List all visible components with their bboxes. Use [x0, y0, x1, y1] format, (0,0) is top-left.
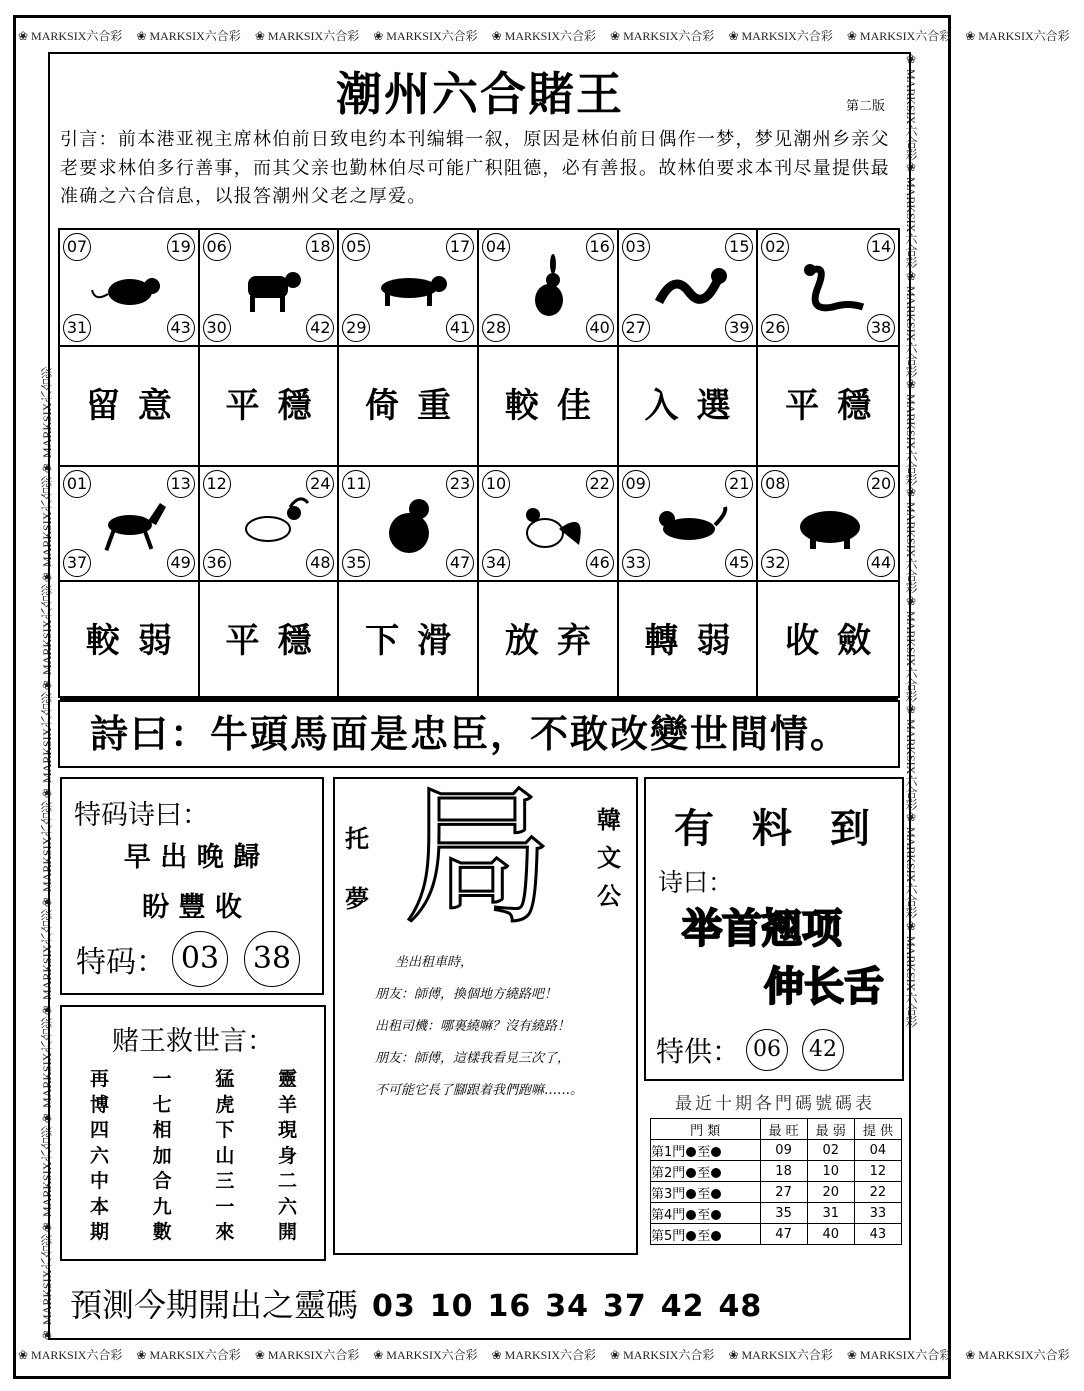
zodiac-cell-monkey [339, 467, 479, 582]
zodiac-number: 06 [203, 233, 231, 261]
zodiac-number: 30 [203, 314, 231, 342]
watermark-text: ❀ MARKSIX六合彩 [254, 1348, 360, 1362]
gate-label: 第2門 [651, 1165, 686, 1181]
zodiac-number: 21 [725, 470, 753, 498]
watermark-text: ❀ MARKSIX六合彩 [728, 1348, 833, 1362]
ox-icon [230, 252, 310, 322]
zodiac-number: 39 [725, 314, 753, 342]
zodiac-status: 平穩 [200, 582, 340, 700]
watermark-text: ❀ MARKSIX六合彩 [904, 377, 918, 486]
zodiac-number: 04 [482, 233, 510, 261]
zodiac-cell-ox [200, 230, 340, 347]
supply-label: 特供： [656, 1035, 741, 1068]
zodiac-number: 31 [63, 314, 91, 342]
dream-left-label: 托夢 [345, 825, 369, 913]
dialogue-line: 出租司機：哪裏繞嘛？沒有繞路！ [375, 1019, 571, 1034]
offer-value: 22 [854, 1182, 901, 1203]
watermark-text: ❀ MARKSIX六合彩 [904, 268, 918, 378]
poem-banner: 詩曰：牛頭馬面是忠臣，不敢改變世間情。 [58, 700, 900, 768]
zodiac-number: 47 [446, 549, 474, 577]
zodiac-number: 29 [342, 314, 370, 342]
watermark-text: ❀ MARKSIX六合彩 [904, 810, 918, 919]
zodiac-number: 33 [622, 549, 650, 577]
offer-value: 43 [854, 1224, 901, 1245]
watermark-text: ❀ MARKSIX六合彩 [136, 1348, 241, 1362]
zodiac-cell-horse [60, 467, 200, 582]
zodiac-number: 27 [622, 314, 650, 342]
saying-char: 本 [90, 1195, 110, 1218]
zodiac-number: 03 [622, 233, 650, 261]
dialogue-line: 朋友：師傅，這樣我看見三次了， [375, 1051, 571, 1066]
min-value: 02 [807, 1140, 854, 1161]
ball-icon [686, 1147, 696, 1157]
zodiac-number: 24 [306, 470, 334, 498]
watermark-text: ❀ MARKSIX六合彩 [136, 29, 241, 43]
horse-icon [90, 489, 170, 559]
zodiac-status: 平穩 [200, 347, 340, 467]
watermark-text: ❀ MARKSIX六合彩 [40, 366, 54, 476]
saying-char: 一 [215, 1195, 235, 1218]
zodiac-number: 19 [167, 233, 195, 261]
max-value: 47 [760, 1224, 807, 1245]
watermark-band-right [904, 52, 934, 1342]
min-value: 10 [807, 1161, 854, 1182]
ball-icon [711, 1231, 721, 1241]
hint-label: 诗曰： [658, 868, 734, 897]
dialogue-line: 坐出租車時， [395, 955, 474, 970]
max-value: 35 [760, 1203, 807, 1224]
dialogue-line: 不可能它長了腳跟着我們跑嘛……。 [375, 1083, 584, 1098]
zodiac-number: 42 [306, 314, 334, 342]
watermark-text: ❀ MARKSIX六合彩 [904, 702, 918, 811]
col-header: 提 供 [854, 1119, 901, 1140]
saying-char: 加 [152, 1144, 172, 1167]
zodiac-cell-rabbit [479, 230, 619, 347]
zodiac-cell-goat [200, 467, 340, 582]
table-title: 最近十期各門碼號碼表 [675, 1094, 875, 1114]
zodiac-cell-rat [60, 230, 200, 347]
watermark-text: ❀ MARKSIX六合彩 [610, 29, 715, 43]
watermark-text: ❀ MARKSIX六合彩 [40, 475, 54, 584]
gate-number-table [650, 1118, 902, 1245]
ball-icon [711, 1189, 721, 1199]
special-poem-line1: 早 出 晚 歸 [123, 842, 261, 873]
saying-char: 七 [152, 1093, 172, 1116]
ball-icon [711, 1168, 721, 1178]
ball-icon [686, 1168, 696, 1178]
watermark-band-bottom [18, 1346, 1070, 1366]
saying-char: 下 [215, 1119, 235, 1141]
watermark-text: ❀ MARKSIX六合彩 [491, 1348, 597, 1362]
table-row [651, 1224, 902, 1245]
zodiac-number: 34 [482, 549, 510, 577]
zodiac-number: 02 [761, 233, 789, 261]
dream-big-character: 局 [403, 771, 554, 945]
saying-char: 一 [152, 1068, 172, 1090]
table-row [651, 1203, 902, 1224]
zodiac-number: 09 [622, 470, 650, 498]
zodiac-cell-tiger [339, 230, 479, 347]
zodiac-number: 38 [867, 314, 895, 342]
snake-icon [788, 252, 868, 322]
zodiac-number: 41 [446, 314, 474, 342]
watermark-text: ❀ MARKSIX六合彩 [40, 691, 54, 801]
watermark-text: ❀ MARKSIX六合彩 [40, 583, 54, 692]
saying-char: 六 [277, 1195, 297, 1218]
gate-label: 第4門 [651, 1207, 686, 1223]
saying-char: 期 [90, 1221, 110, 1243]
prediction-row [70, 1280, 762, 1326]
prediction-number: 34 [545, 1289, 590, 1324]
watermark-text: ❀ MARKSIX六合彩 [40, 1125, 54, 1234]
zodiac-number: 05 [342, 233, 370, 261]
max-value: 09 [760, 1140, 807, 1161]
zodiac-number: 48 [306, 549, 334, 577]
saying-char: 羊 [277, 1093, 297, 1116]
prediction-number: 42 [660, 1289, 705, 1324]
saying-column [215, 1067, 237, 1246]
zodiac-grid [58, 228, 900, 698]
saying-char: 虎 [215, 1093, 235, 1116]
table-row [651, 1161, 902, 1182]
intro-text: 引言：前本港亚视主席林伯前日致电约本刊编辑一叙，原因是林伯前日偶作一梦，梦见潮州乡亲父老要求林伯多行善事，而其父亲也勤林伯尽可能广积阻德，必有善报。故林伯要求本刊尽量提供最准确之六合信息，以报答潮州父老之厚爱。 [60, 129, 890, 207]
ball-icon [711, 1147, 721, 1157]
saying-char: 九 [152, 1195, 172, 1218]
zodiac-number: 45 [725, 549, 753, 577]
zodiac-number: 12 [203, 470, 231, 498]
saying-char: 現 [277, 1119, 297, 1141]
col-header: 最 旺 [760, 1119, 807, 1140]
zodiac-number: 32 [761, 549, 789, 577]
watermark-text: ❀ MARKSIX六合彩 [40, 800, 54, 909]
zodiac-number: 35 [342, 549, 370, 577]
pig-icon [788, 489, 868, 559]
hint-box [644, 777, 904, 1081]
dream-dialogue [375, 951, 583, 1111]
min-value: 31 [807, 1203, 854, 1224]
saying-char: 再 [90, 1068, 110, 1090]
table-row [651, 1140, 902, 1161]
prediction-number: 16 [487, 1289, 532, 1324]
watermark-text: ❀ MARKSIX六合彩 [40, 908, 54, 1017]
watermark-band-top [18, 27, 1070, 47]
saying-columns [90, 1067, 300, 1246]
zodiac-number: 26 [761, 314, 789, 342]
zodiac-number: 17 [446, 233, 474, 261]
zodiac-number: 01 [63, 470, 91, 498]
ball-icon [686, 1231, 696, 1241]
prediction-number: 48 [718, 1289, 763, 1324]
saying-char: 三 [215, 1170, 235, 1192]
watermark-text: ❀ MARKSIX六合彩 [846, 29, 952, 43]
offer-value: 33 [854, 1203, 901, 1224]
zodiac-status: 放弃 [479, 582, 619, 700]
col-header: 門 類 [651, 1119, 761, 1140]
zodiac-cell-pig [758, 467, 898, 582]
ball-icon [711, 1210, 721, 1220]
special-code-label: 特码： [76, 945, 166, 980]
zodiac-number: 13 [167, 470, 195, 498]
saying-char: 靈 [277, 1068, 297, 1090]
watermark-text: ❀ MARKSIX六合彩 [373, 29, 478, 43]
prediction-label: 預測今期開出之靈碼 [70, 1286, 359, 1324]
special-code-row [76, 931, 300, 987]
watermark-text: ❀ MARKSIX六合彩 [18, 1348, 123, 1362]
zodiac-status: 留意 [60, 347, 200, 467]
watermark-text: ❀ MARKSIX六合彩 [846, 1348, 952, 1362]
zodiac-number: 18 [306, 233, 334, 261]
zodiac-number: 40 [586, 314, 614, 342]
zodiac-status: 倚重 [339, 347, 479, 467]
prediction-number: 03 [372, 1289, 416, 1324]
saying-char: 身 [277, 1144, 297, 1167]
special-code-poem-box [60, 777, 324, 995]
zodiac-number: 28 [482, 314, 510, 342]
rooster-icon [509, 489, 589, 559]
zodiac-number: 11 [342, 470, 370, 498]
gate-label: 第1門 [651, 1144, 686, 1160]
zodiac-number: 15 [725, 233, 753, 261]
saying-char: 猛 [215, 1068, 235, 1090]
to-label: 至 [697, 1228, 711, 1244]
saying-char: 四 [90, 1119, 110, 1141]
dream-box [333, 771, 638, 1255]
min-value: 40 [807, 1224, 854, 1245]
to-label: 至 [697, 1144, 711, 1160]
zodiac-number: 14 [867, 233, 895, 261]
watermark-text: ❀ MARKSIX六合彩 [491, 29, 597, 43]
watermark-text: ❀ MARKSIX六合彩 [254, 29, 360, 43]
watermark-text: ❀ MARKSIX六合彩 [40, 1016, 54, 1126]
watermark-text: ❀ MARKSIX六合彩 [904, 160, 918, 269]
to-label: 至 [697, 1186, 711, 1202]
watermark-text: ❀ MARKSIX六合彩 [610, 1348, 715, 1362]
watermark-text: ❀ MARKSIX六合彩 [904, 593, 918, 703]
zodiac-number: 10 [482, 470, 510, 498]
saying-char: 六 [90, 1144, 110, 1167]
to-label: 至 [697, 1207, 711, 1223]
watermark-text: ❀ MARKSIX六合彩 [904, 918, 918, 1028]
zodiac-status: 較弱 [60, 582, 200, 700]
saying-column [278, 1067, 300, 1246]
zodiac-number: 37 [63, 549, 91, 577]
watermark-band-left [24, 52, 54, 1342]
watermark-text: ❀ MARKSIX六合彩 [18, 29, 123, 43]
monkey-icon [369, 489, 449, 559]
zodiac-number: 20 [867, 470, 895, 498]
gambling-king-saying-box [60, 1005, 326, 1261]
special-code-number: 03 [172, 931, 228, 987]
col-header: 最 弱 [807, 1119, 854, 1140]
edition-label: 第二版 [846, 99, 886, 114]
tiger-icon [369, 252, 449, 322]
zodiac-number: 22 [586, 470, 614, 498]
zodiac-number: 23 [446, 470, 474, 498]
special-code-number: 38 [244, 931, 300, 987]
saying-char: 二 [277, 1170, 297, 1192]
zodiac-number: 49 [167, 549, 195, 577]
saying-char: 數 [152, 1221, 172, 1243]
to-label: 至 [697, 1165, 711, 1181]
supply-number: 06 [746, 1029, 788, 1071]
watermark-text: ❀ MARKSIX六合彩 [904, 52, 918, 161]
gate-label: 第5門 [651, 1228, 686, 1244]
hint-heading: 有 料 到 [674, 806, 882, 852]
watermark-text: ❀ MARKSIX六合彩 [965, 29, 1070, 43]
saying-char: 開 [277, 1221, 297, 1243]
special-poem-line2: 盼 豐 收 [142, 892, 242, 923]
hint-line2: 伸长舌 [764, 964, 884, 1010]
watermark-text: ❀ MARKSIX六合彩 [965, 1348, 1070, 1362]
zodiac-cell-rooster [479, 467, 619, 582]
page-title: 潮州六合賭王 [336, 67, 624, 121]
rabbit-icon [509, 252, 589, 322]
zodiac-status: 收斂 [758, 582, 898, 700]
saying-column [90, 1067, 112, 1246]
prediction-number: 10 [429, 1289, 474, 1324]
gate-label: 第3門 [651, 1186, 686, 1202]
zodiac-number: 36 [203, 549, 231, 577]
zodiac-status: 入選 [619, 347, 759, 467]
saying-char: 博 [90, 1093, 110, 1116]
zodiac-status: 下滑 [339, 582, 479, 700]
zodiac-number: 43 [167, 314, 195, 342]
saying-column [153, 1067, 175, 1246]
dog-icon [649, 489, 729, 559]
hint-line1: 举首翘项 [682, 906, 842, 952]
zodiac-status: 轉弱 [619, 582, 759, 700]
rat-icon [90, 252, 170, 322]
zodiac-number: 16 [586, 233, 614, 261]
saying-char: 來 [215, 1221, 235, 1243]
zodiac-cell-snake [758, 230, 898, 347]
ball-icon [686, 1189, 696, 1199]
saying-char: 合 [152, 1170, 172, 1192]
zodiac-number: 07 [63, 233, 91, 261]
ball-icon [686, 1210, 696, 1220]
special-poem-heading: 特码诗曰： [74, 800, 209, 831]
dragon-icon [649, 252, 729, 322]
max-value: 27 [760, 1182, 807, 1203]
table-row [651, 1182, 902, 1203]
watermark-text: ❀ MARKSIX六合彩 [904, 485, 918, 594]
zodiac-cell-dragon [619, 230, 759, 347]
zodiac-status: 平穩 [758, 347, 898, 467]
zodiac-number: 44 [867, 549, 895, 577]
dream-right-label: 韓文公 [597, 806, 621, 910]
zodiac-number: 46 [586, 549, 614, 577]
watermark-text: ❀ MARKSIX六合彩 [728, 29, 833, 43]
watermark-text: ❀ MARKSIX六合彩 [40, 1233, 54, 1342]
offer-value: 04 [854, 1140, 901, 1161]
supply-number: 42 [802, 1029, 844, 1071]
zodiac-number: 08 [761, 470, 789, 498]
saying-char: 相 [152, 1119, 172, 1141]
saying-heading: 赌王救世言： [112, 1026, 274, 1057]
max-value: 18 [760, 1161, 807, 1182]
prediction-number: 37 [603, 1289, 647, 1324]
min-value: 20 [807, 1182, 854, 1203]
dialogue-line: 朋友：師傅，換個地方繞路吧！ [375, 987, 558, 1002]
offer-value: 12 [854, 1161, 901, 1182]
goat-icon [230, 489, 310, 559]
zodiac-status: 較佳 [479, 347, 619, 467]
saying-char: 山 [215, 1144, 235, 1167]
saying-char: 中 [90, 1170, 110, 1192]
supply-row [656, 1029, 844, 1071]
watermark-text: ❀ MARKSIX六合彩 [373, 1348, 478, 1362]
zodiac-cell-dog [619, 467, 759, 582]
